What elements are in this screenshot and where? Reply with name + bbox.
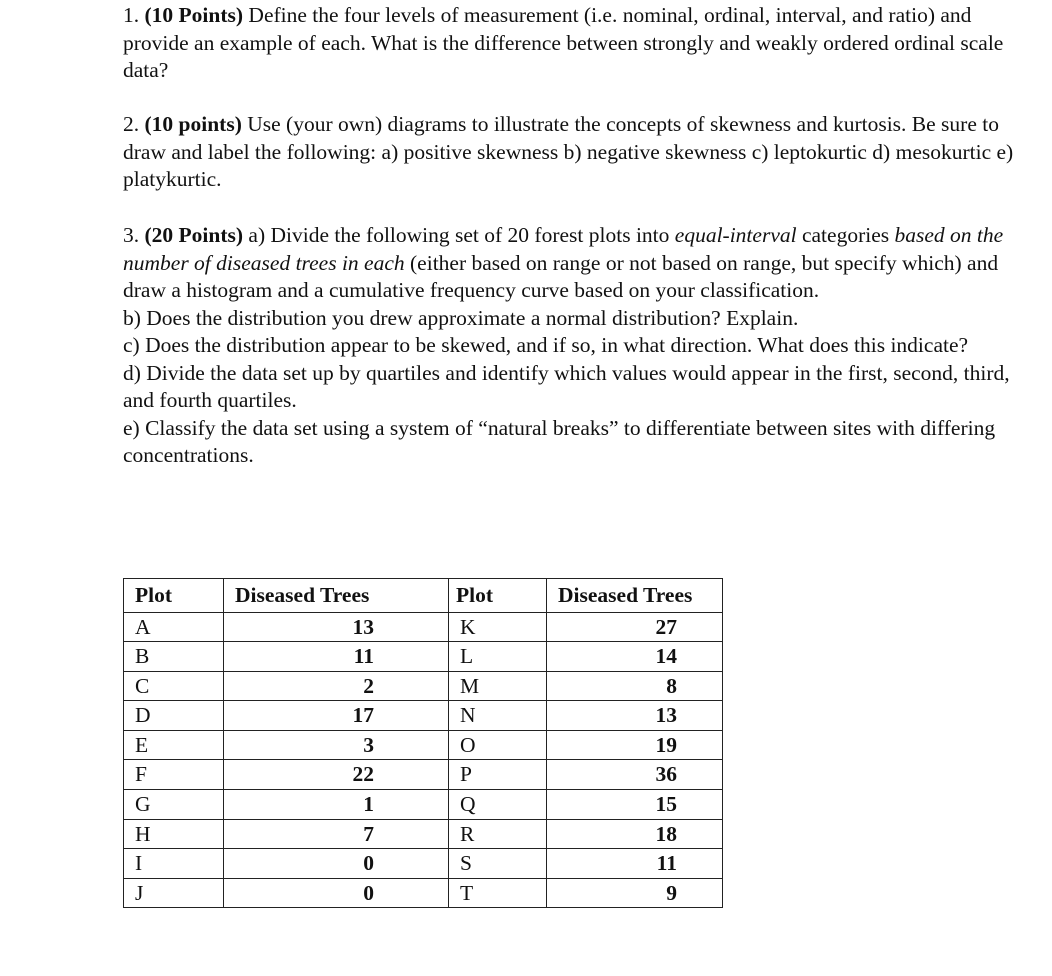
plot-cell: N [449, 701, 547, 731]
diseased-count-cell: 1 [224, 790, 449, 820]
diseased-count-cell: 8 [547, 671, 723, 701]
plot-cell: P [449, 760, 547, 790]
diseased-count-cell: 0 [224, 878, 449, 908]
points-label: (10 points) [144, 112, 242, 136]
points-label: (20 Points) [144, 223, 244, 247]
plot-cell: D [124, 701, 224, 731]
table-row [124, 671, 723, 701]
question-3 [123, 222, 1023, 470]
diseased-count-cell: 17 [224, 701, 449, 731]
diseased-count-cell: 15 [547, 790, 723, 820]
plot-cell: K [449, 612, 547, 642]
points-label: (10 Points) [144, 3, 244, 27]
plot-cell: J [124, 878, 224, 908]
plot-cell: I [124, 849, 224, 879]
table-body [124, 612, 723, 908]
plot-cell: Q [449, 790, 547, 820]
forest-plot-table [123, 578, 723, 908]
plot-cell: E [124, 730, 224, 760]
plot-cell: B [124, 642, 224, 672]
table-row [124, 760, 723, 790]
question-number: 1. [123, 3, 140, 27]
part-a-text: a) Divide the following set of 20 forest plots into [248, 223, 670, 247]
diseased-count-cell: 36 [547, 760, 723, 790]
plot-cell: L [449, 642, 547, 672]
question-number: 3. [123, 223, 140, 247]
plot-cell: R [449, 819, 547, 849]
plot-cell: C [124, 671, 224, 701]
plot-cell: M [449, 671, 547, 701]
question-2 [123, 111, 1023, 194]
question-3-part-d: d) Divide the data set up by quartiles and identify which values would appear in the first, second, third, and fourth quartiles. [123, 360, 1010, 412]
table-row [124, 701, 723, 731]
table-row [124, 642, 723, 672]
italic-term: equal-interval [674, 223, 797, 247]
table-row [124, 819, 723, 849]
plot-cell: G [124, 790, 224, 820]
diseased-count-cell: 3 [224, 730, 449, 760]
plot-cell: S [449, 849, 547, 879]
part-a-text: categories [801, 223, 890, 247]
question-1-text [123, 2, 1023, 85]
table-row [124, 730, 723, 760]
header-diseased-trees: Diseased Trees [224, 579, 449, 613]
question-body: Define the four levels of measurement (i.e. nominal, ordinal, interval, and ratio) and provide an example of each. What is the difference between strongly and weakly ordered ordinal scale data? [123, 3, 1004, 82]
diseased-count-cell: 13 [547, 701, 723, 731]
header-plot: Plot [124, 579, 224, 613]
table-header-row [124, 579, 723, 613]
table-row [124, 849, 723, 879]
plot-cell: T [449, 878, 547, 908]
diseased-count-cell: 2 [224, 671, 449, 701]
question-3-part-a [123, 222, 1023, 305]
diseased-count-cell: 18 [547, 819, 723, 849]
diseased-count-cell: 11 [224, 642, 449, 672]
question-number: 2. [123, 112, 140, 136]
diseased-count-cell: 19 [547, 730, 723, 760]
italic-phrase: based on the number of diseased trees in each [123, 223, 1004, 275]
diseased-count-cell: 11 [547, 849, 723, 879]
table-row [124, 612, 723, 642]
diseased-count-cell: 9 [547, 878, 723, 908]
question-2-text [123, 111, 1023, 194]
question-3-part-c: c) Does the distribution appear to be skewed, and if so, in what direction. What does this indicate? [123, 333, 969, 357]
question-3-part-b: b) Does the distribution you drew approximate a normal distribution? Explain. [123, 305, 799, 330]
diseased-count-cell: 7 [224, 819, 449, 849]
plot-cell: H [124, 819, 224, 849]
header-diseased-trees: Diseased Trees [547, 579, 723, 613]
question-1 [123, 2, 1023, 85]
question-3-part-e: e) Classify the data set using a system of “natural breaks” to differentiate between sites with differing concentrations. [123, 415, 996, 467]
diseased-count-cell: 14 [547, 642, 723, 672]
table-row [124, 790, 723, 820]
diseased-count-cell: 0 [224, 849, 449, 879]
diseased-count-cell: 22 [224, 760, 449, 790]
plot-cell: A [124, 612, 224, 642]
plot-cell: F [124, 760, 224, 790]
header-plot: Plot [449, 579, 547, 613]
diseased-count-cell: 27 [547, 612, 723, 642]
table-row [124, 878, 723, 908]
plot-cell: O [449, 730, 547, 760]
question-body: Use (your own) diagrams to illustrate the concepts of skewness and kurtosis. Be sure to draw and label the following: a) positive skewness b) negative skewness c) leptokurtic d) mesokurtic e) platykurtic. [123, 112, 1014, 191]
part-a-text: (either based on range or not based on range, but specify which) and draw a histogram and a cumulative frequency curve based on your classification. [123, 250, 999, 302]
diseased-count-cell: 13 [224, 612, 449, 642]
